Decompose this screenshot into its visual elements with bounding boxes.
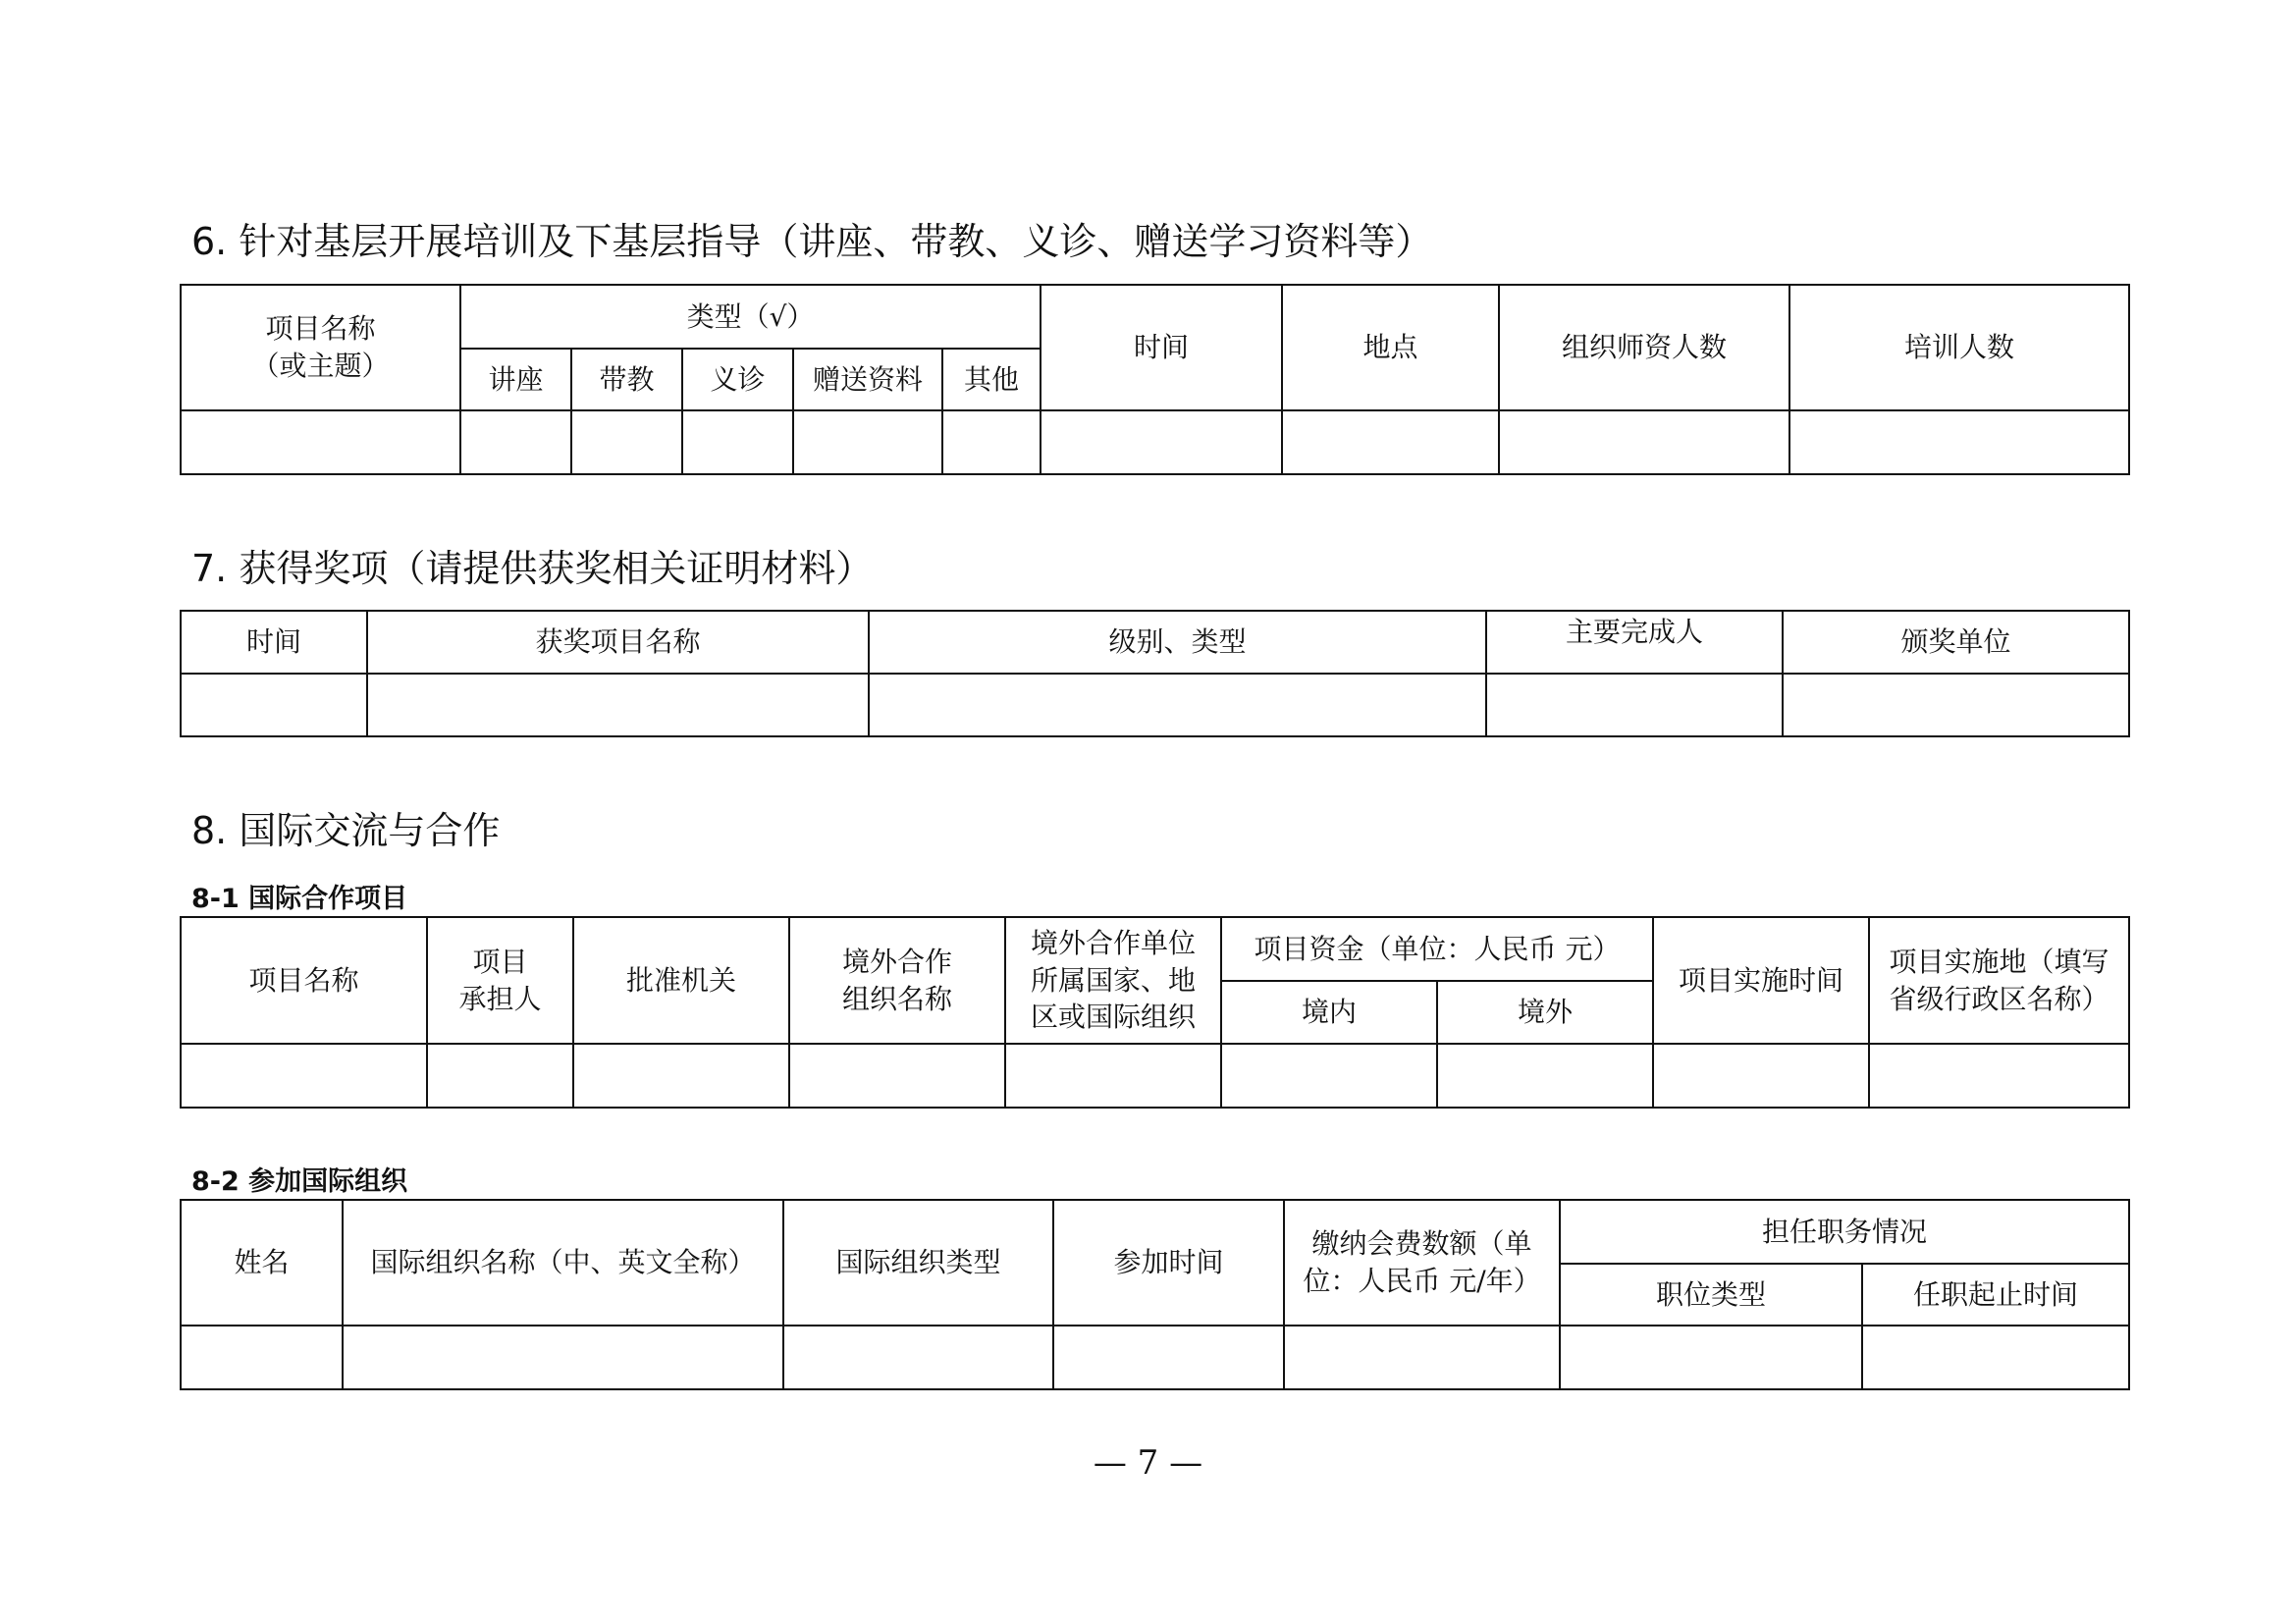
project-name-label: 项目名称 xyxy=(265,312,376,346)
col-location xyxy=(1869,917,2129,1044)
partner-label-1: 境外合作 xyxy=(841,945,952,978)
location-label-1: 项目实施地（填写 xyxy=(1889,945,2109,978)
col-fund-abroad: 境外 xyxy=(1437,981,1653,1044)
col-fund-domestic: 境内 xyxy=(1221,981,1437,1044)
table-cell[interactable] xyxy=(789,1044,1005,1108)
country-label-1: 境外合作单位 xyxy=(1030,926,1196,959)
col-other: 其他 xyxy=(942,349,1041,410)
table-cell[interactable] xyxy=(869,674,1486,736)
table-row xyxy=(181,1326,2129,1389)
table-cell[interactable] xyxy=(1053,1326,1284,1389)
intl-projects-table xyxy=(180,916,2130,1109)
table-cell[interactable] xyxy=(181,674,367,736)
table-cell[interactable] xyxy=(573,1044,789,1108)
section-6-title: 6. 针对基层开展培训及下基层指导（讲座、带教、义诊、赠送学习资料等） xyxy=(191,220,1433,263)
col-award-person: 主要完成人 xyxy=(1486,611,1783,674)
project-theme-label: （或主题） xyxy=(251,350,390,382)
col-teachers: 组织师资人数 xyxy=(1499,285,1789,410)
fee-label-2: 位：人民币 元/年） xyxy=(1303,1265,1541,1297)
col-place: 地点 xyxy=(1282,285,1499,410)
table-cell[interactable] xyxy=(1560,1326,1862,1389)
table-cell[interactable] xyxy=(1862,1326,2129,1389)
table-cell[interactable] xyxy=(942,410,1041,474)
col-project-name xyxy=(181,285,460,410)
table-cell[interactable] xyxy=(1041,410,1282,474)
table-cell[interactable] xyxy=(427,1044,573,1108)
intl-orgs-table xyxy=(180,1199,2130,1390)
col-fee xyxy=(1284,1200,1560,1326)
col-lecture: 讲座 xyxy=(460,349,571,410)
table-cell[interactable] xyxy=(1282,410,1499,474)
section-7-title: 7. 获得奖项（请提供获奖相关证明材料） xyxy=(191,547,874,590)
awards-table xyxy=(180,610,2130,737)
table-cell[interactable] xyxy=(367,674,869,736)
col-role: 担任职务情况 xyxy=(1560,1200,2129,1264)
table-cell[interactable] xyxy=(343,1326,783,1389)
col-partner xyxy=(789,917,1005,1044)
location-label-2: 省级行政区名称） xyxy=(1889,982,2109,1015)
table-row xyxy=(181,674,2129,736)
table-cell[interactable] xyxy=(1005,1044,1221,1108)
table-cell[interactable] xyxy=(460,410,571,474)
table-cell[interactable] xyxy=(783,1326,1053,1389)
col-award-name: 获奖项目名称 xyxy=(367,611,869,674)
col-time: 时间 xyxy=(1041,285,1282,410)
col-position-type: 职位类型 xyxy=(1560,1264,1862,1326)
col-proj-owner xyxy=(427,917,573,1044)
table-cell[interactable] xyxy=(1437,1044,1653,1108)
table-cell[interactable] xyxy=(1789,410,2129,474)
table-cell[interactable] xyxy=(682,410,793,474)
col-fund: 项目资金（单位：人民币 元） xyxy=(1221,917,1653,981)
section-8-title: 8. 国际交流与合作 xyxy=(191,809,501,852)
table-cell[interactable] xyxy=(1486,674,1783,736)
col-clinic: 义诊 xyxy=(682,349,793,410)
table-cell[interactable] xyxy=(571,410,682,474)
col-trainees: 培训人数 xyxy=(1789,285,2129,410)
col-member-name: 姓名 xyxy=(181,1200,343,1326)
country-label-2: 所属国家、地 xyxy=(1030,963,1196,997)
table-cell[interactable] xyxy=(1499,410,1789,474)
table-cell[interactable] xyxy=(1869,1044,2129,1108)
owner-label-2: 承担人 xyxy=(458,982,542,1015)
col-award-issuer: 颁奖单位 xyxy=(1783,611,2129,674)
training-table xyxy=(180,284,2130,475)
table-cell[interactable] xyxy=(793,410,942,474)
table-cell[interactable] xyxy=(1783,674,2129,736)
country-label-3: 区或国际组织 xyxy=(1030,1001,1196,1034)
table-row xyxy=(181,410,2129,474)
col-approver: 批准机关 xyxy=(573,917,789,1044)
table-row xyxy=(181,1044,2129,1108)
col-type: 类型（√） xyxy=(460,285,1041,349)
table-cell[interactable] xyxy=(181,410,460,474)
col-award-time: 时间 xyxy=(181,611,367,674)
col-gift: 赠送资料 xyxy=(793,349,942,410)
table-cell[interactable] xyxy=(181,1326,343,1389)
subsection-8-1-title: 8-1 国际合作项目 xyxy=(191,884,408,914)
table-cell[interactable] xyxy=(1284,1326,1560,1389)
col-proj-name: 项目名称 xyxy=(181,917,427,1044)
col-term: 任职起止时间 xyxy=(1862,1264,2129,1326)
page-number: — 7 — xyxy=(1093,1443,1203,1483)
col-org-type: 国际组织类型 xyxy=(783,1200,1053,1326)
owner-label-1: 项目 xyxy=(472,945,528,978)
col-teach: 带教 xyxy=(571,349,682,410)
fee-label-1: 缴纳会费数额（单 xyxy=(1311,1227,1532,1261)
table-cell[interactable] xyxy=(181,1044,427,1108)
col-period: 项目实施时间 xyxy=(1653,917,1869,1044)
partner-label-2: 组织名称 xyxy=(841,982,952,1015)
col-join-time: 参加时间 xyxy=(1053,1200,1284,1326)
table-cell[interactable] xyxy=(1221,1044,1437,1108)
col-org-name: 国际组织名称（中、英文全称） xyxy=(343,1200,783,1326)
col-country xyxy=(1005,917,1221,1044)
col-award-level: 级别、类型 xyxy=(869,611,1486,674)
subsection-8-2-title: 8-2 参加国际组织 xyxy=(191,1166,408,1197)
table-cell[interactable] xyxy=(1653,1044,1869,1108)
